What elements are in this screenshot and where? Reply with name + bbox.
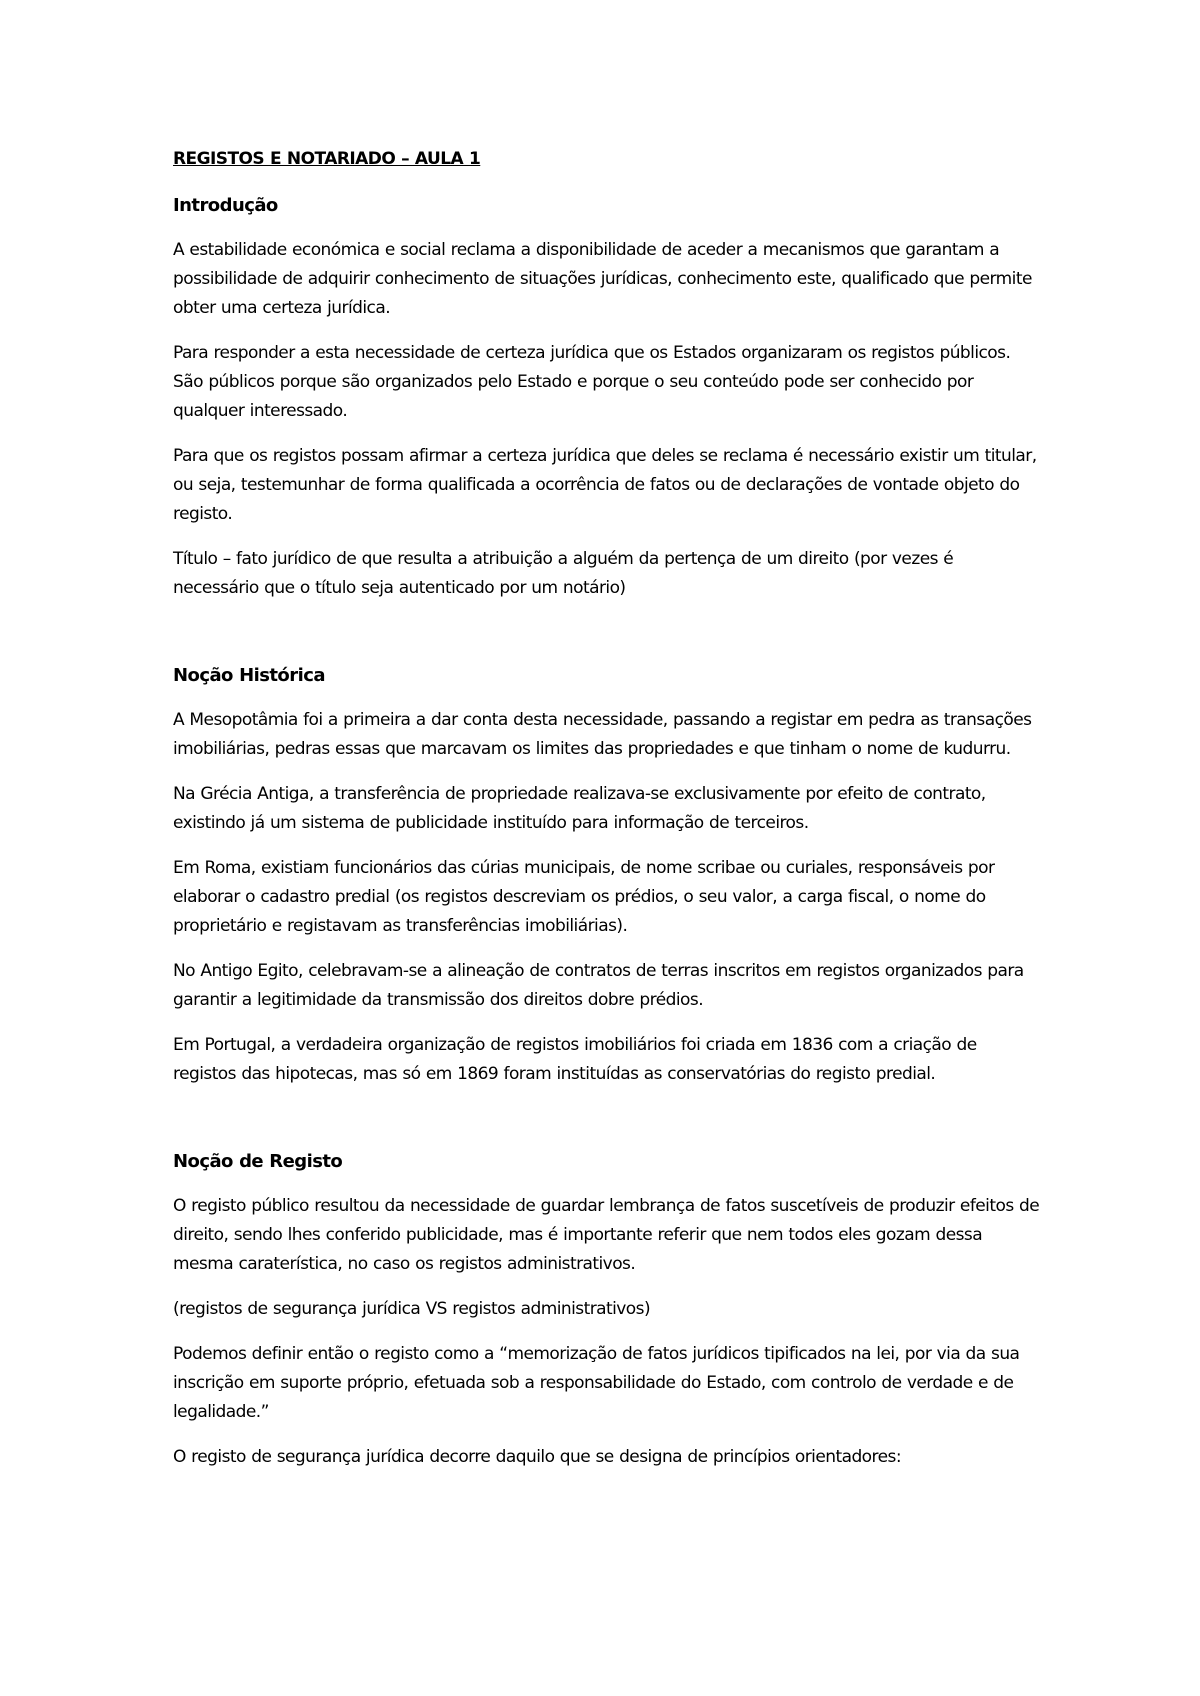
section-heading: Noção de Registo — [173, 1151, 343, 1172]
paragraph: Título – fato jurídico de que resulta a atribuição a alguém da pertença de um direito (por vezes é necessário que o título seja autenticado por um notário) — [173, 549, 954, 598]
paragraph: Em Roma, existiam funcionários das cúrias municipais, de nome scribae ou curiales, responsáveis por elaborar o cadastro predial (os registos descreviam os prédios, o seu valor, a carga fiscal, o nome do proprietário e registavam as transferências imobiliárias). — [173, 858, 995, 936]
section-heading: Noção Histórica — [173, 665, 325, 686]
section-heading: Introdução — [173, 195, 278, 216]
paragraph: Na Grécia Antiga, a transferência de propriedade realizava-se exclusivamente por efeito de contrato, existindo já um sistema de publicidade instituído para informação de terceiros. — [173, 784, 986, 833]
paragraph: Em Portugal, a verdadeira organização de registos imobiliários foi criada em 1836 com a criação de registos das hipotecas, mas só em 1869 foram instituídas as conservatórias do registo predial. — [173, 1035, 977, 1084]
document-title: REGISTOS E NOTARIADO – AULA 1 — [173, 149, 481, 169]
paragraph: (registos de segurança jurídica VS registos administrativos) — [173, 1299, 651, 1319]
paragraph: A estabilidade económica e social reclama a disponibilidade de aceder a mecanismos que garantam a possibilidade de adquirir conhecimento de situações jurídicas, conhecimento este, qualificado que permite obter uma certeza jurídica. — [173, 240, 1032, 318]
paragraph: O registo de segurança jurídica decorre daquilo que se designa de princípios orientadores: — [173, 1447, 901, 1467]
section-introducao — [173, 191, 1043, 603]
paragraph: O registo público resultou da necessidade de guardar lembrança de fatos suscetíveis de produzir efeitos de direito, sendo lhes conferido publicidade, mas é importante referir que nem todos eles gozam dessa mesma caraterística, no caso os registos administrativos. — [173, 1196, 1040, 1274]
paragraph: No Antigo Egito, celebravam-se a alineação de contratos de terras inscritos em registos organizados para garantir a legitimidade da transmissão dos direitos dobre prédios. — [173, 961, 1024, 1010]
section-nocao-de-registo — [173, 1147, 1043, 1472]
section-nocao-historica — [173, 661, 1043, 1089]
paragraph: Podemos definir então o registo como a “memorização de fatos jurídicos tipificados na lei, por via da sua inscrição em suporte próprio, efetuada sob a responsabilidade do Estado, com controlo de verdade e de legalidade.” — [173, 1344, 1020, 1422]
document-page — [173, 145, 1043, 1488]
paragraph: Para responder a esta necessidade de certeza jurídica que os Estados organizaram os registos públicos. São públicos porque são organizados pelo Estado e porque o seu conteúdo pode ser conhecido por qualquer interessado. — [173, 343, 1011, 421]
paragraph: Para que os registos possam afirmar a certeza jurídica que deles se reclama é necessário existir um titular, ou seja, testemunhar de forma qualificada a ocorrência de fatos ou de declarações de vontade objeto do registo. — [173, 446, 1037, 524]
paragraph: A Mesopotâmia foi a primeira a dar conta desta necessidade, passando a registar em pedra as transações imobiliárias, pedras essas que marcavam os limites das propriedades e que tinham o nome de kudurru. — [173, 710, 1032, 759]
